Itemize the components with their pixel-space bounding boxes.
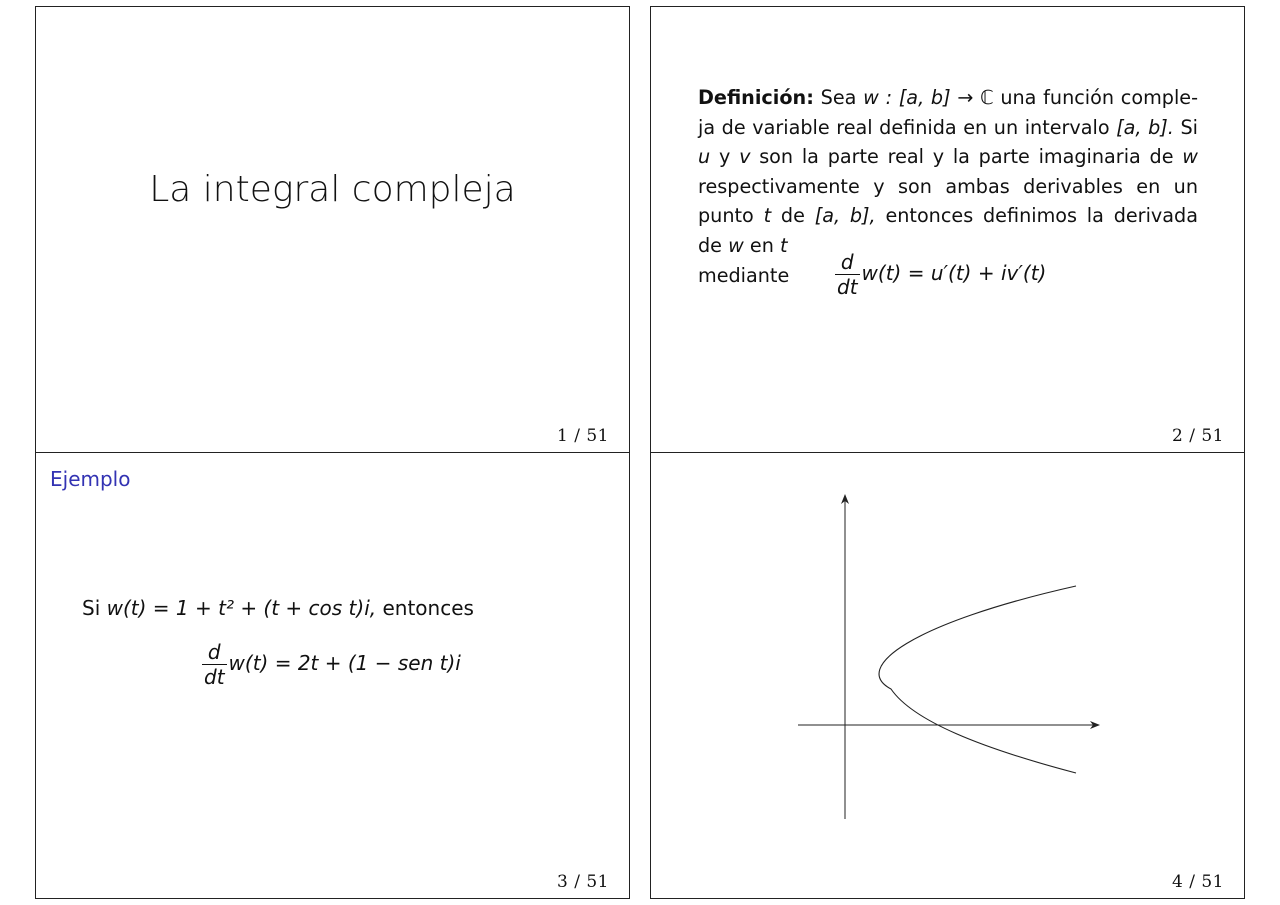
example-statement [82,596,474,620]
definition-math: [a, b]. [1116,115,1174,139]
slide-3 [35,452,630,899]
fraction-numerator: d [840,250,854,274]
fraction-denominator: dt [837,275,858,299]
frame-title: Ejemplo [50,467,131,491]
fraction-numerator: d [207,640,221,664]
parabola-curve [879,586,1076,773]
slide-4 [650,452,1245,899]
equation-rhs: w(t) = u′(t) + iv′(t) [861,261,1047,285]
definition-text: y [718,145,731,169]
definition-math: w [728,233,744,257]
definition-text: de [780,204,805,228]
fraction-denominator: dt [204,665,225,689]
definition-math: t [763,204,772,228]
page-number: 1 / 51 [557,426,609,446]
example-math: w(t) = 1 + t² + (t + cos t)i, [106,596,377,620]
fraction [835,250,860,299]
definition-math: w : [a, b] → ℂ [863,86,994,109]
curve-diagram [651,453,1246,900]
slide-2 [650,6,1245,453]
definition-math: u [698,145,711,169]
definition-math: [a, b], [814,204,876,228]
definition-text: en [749,233,774,257]
definition-text: respectivamente y son ambas derivables en un punto [698,174,1198,228]
page-number: 2 / 51 [1172,426,1224,446]
definition-math: w [1182,145,1198,169]
definition-math: v [739,145,751,169]
definition-text: entonces definimos la derivada de [698,204,1198,257]
page-number: 4 / 51 [1172,872,1224,892]
definition-text: Si [1180,115,1198,139]
derivative-equation [202,640,461,689]
definition-math: t [779,233,788,257]
page-number: 3 / 51 [557,872,609,892]
slide-1 [35,6,630,453]
definition-label: Definición: [698,86,814,109]
slide-title: La integral compleja [149,169,516,210]
definition-text: Sea [820,86,857,109]
example-text: entonces [382,596,474,620]
definition-text: son la parte real y la parte imaginaria de [759,145,1174,169]
fraction [202,640,227,689]
definition-text: mediante [698,263,790,287]
derivative-equation [835,250,1046,299]
example-text: Si [82,596,101,620]
equation-rhs: w(t) = 2t + (1 − sen t)i [228,651,461,675]
definition-text: una función comple-ja de variable real definida en un intervalo [698,86,1199,139]
